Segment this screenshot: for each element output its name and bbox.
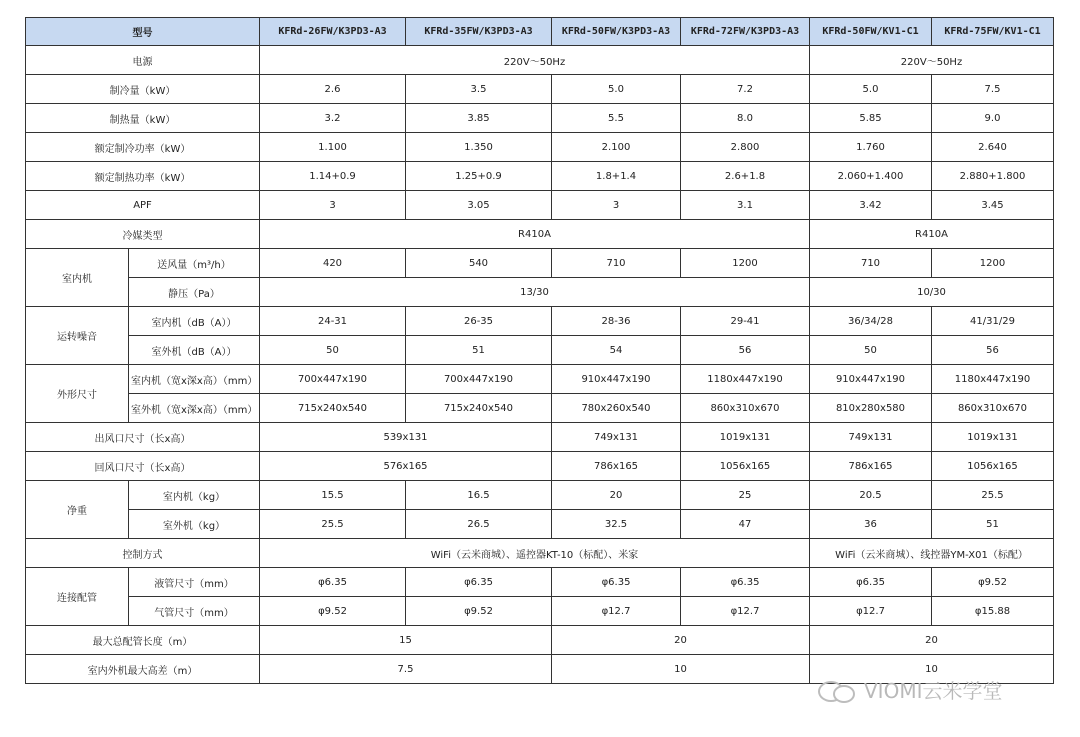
cell: 3 [552,191,681,220]
cell: 540 [406,249,552,278]
cell: 860x310x670 [932,394,1054,423]
cell: 51 [406,336,552,365]
cell: φ12.7 [681,597,810,626]
cell: 1.760 [810,133,932,162]
row-label: 液管尺寸（mm） [129,568,260,597]
cell: 710 [552,249,681,278]
cell: φ6.35 [260,568,406,597]
cell: φ15.88 [932,597,1054,626]
cell: 1.25+0.9 [406,162,552,191]
cool-power-row [26,133,1054,162]
power-value-b: 220V～50Hz [810,46,1054,75]
cell: 1.350 [406,133,552,162]
cell: 860x310x670 [681,394,810,423]
cell: 910x447x190 [552,365,681,394]
cell: 26-35 [406,307,552,336]
row-label: APF [26,191,260,220]
cell: 32.5 [552,510,681,539]
cell: 3.42 [810,191,932,220]
cell: 576x165 [260,452,552,481]
cell: 1200 [932,249,1054,278]
cell: 1180x447x190 [932,365,1054,394]
cell: 710 [810,249,932,278]
spec-table [25,17,1054,684]
dims-outdoor-row [26,394,1054,423]
cell: 15 [260,626,552,655]
row-label: 室外机（dB（A）） [129,336,260,365]
watermark-text: VIOMI云米学堂 [864,679,1003,703]
cell: 715x240x540 [406,394,552,423]
model-name: KFRd-72FW/K3PD3-A3 [681,18,810,46]
row-label: 室内外机最大高差（m） [26,655,260,684]
power-row [26,46,1054,75]
cell: φ12.7 [810,597,932,626]
cell: 51 [932,510,1054,539]
row-label: 静压（Pa） [129,278,260,307]
cell: 3.45 [932,191,1054,220]
cell: φ12.7 [552,597,681,626]
power-value-a: 220V～50Hz [260,46,810,75]
cell: 3.05 [406,191,552,220]
row-label: 制热量（kW） [26,104,260,133]
return-row [26,452,1054,481]
cell: 36/34/28 [810,307,932,336]
model-label: 型号 [26,18,260,46]
cell: 54 [552,336,681,365]
watermark [818,675,1002,704]
cell: 41/31/29 [932,307,1054,336]
row-label: 送风量（m³/h） [129,249,260,278]
cell: 1200 [681,249,810,278]
control-value-b: WiFi（云米商城）、线控器YM-X01（标配） [810,539,1054,568]
weight-outdoor-row [26,510,1054,539]
cell: 1019x131 [932,423,1054,452]
heating-row [26,104,1054,133]
static-value-a: 13/30 [260,278,810,307]
control-value-a: WiFi（云米商城）、遥控器KT-10（标配）、米家 [260,539,810,568]
cell: 1.100 [260,133,406,162]
cell: 24-31 [260,307,406,336]
cell: 56 [681,336,810,365]
cell: φ6.35 [552,568,681,597]
refrigerant-value-b: R410A [810,220,1054,249]
max-pipe-row [26,626,1054,655]
cell: 1180x447x190 [681,365,810,394]
cell: 3.2 [260,104,406,133]
noise-outdoor-row [26,336,1054,365]
group-label: 运转噪音 [26,307,129,365]
cell: 8.0 [681,104,810,133]
row-label: 制冷量（kW） [26,75,260,104]
cooling-row [26,75,1054,104]
cell: 2.6 [260,75,406,104]
row-label: 控制方式 [26,539,260,568]
cell: 50 [810,336,932,365]
cell: 749x131 [810,423,932,452]
cell: 10 [810,655,1054,684]
cell: 47 [681,510,810,539]
group-label: 连接配管 [26,568,129,626]
cell: 50 [260,336,406,365]
cell: 3.1 [681,191,810,220]
row-label: 室外机（kg） [129,510,260,539]
cell: φ6.35 [681,568,810,597]
liquid-pipe-row [26,568,1054,597]
cell: 786x165 [552,452,681,481]
cell: 20 [810,626,1054,655]
control-row [26,539,1054,568]
cell: 7.2 [681,75,810,104]
cell: φ6.35 [810,568,932,597]
cell: 780x260x540 [552,394,681,423]
cell: 2.100 [552,133,681,162]
row-label: 室内机（dB（A）） [129,307,260,336]
cell: 26.5 [406,510,552,539]
cell: 15.5 [260,481,406,510]
cell: 20 [552,481,681,510]
cell: 2.060+1.400 [810,162,932,191]
gas-pipe-row [26,597,1054,626]
static-value-b: 10/30 [810,278,1054,307]
cell: 420 [260,249,406,278]
cell: 715x240x540 [260,394,406,423]
model-name: KFRd-50FW/KV1-C1 [810,18,932,46]
model-name: KFRd-50FW/K3PD3-A3 [552,18,681,46]
header-row [26,18,1054,46]
cell: 2.800 [681,133,810,162]
cell: 20.5 [810,481,932,510]
noise-indoor-row [26,307,1054,336]
model-name: KFRd-26FW/K3PD3-A3 [260,18,406,46]
model-name: KFRd-35FW/K3PD3-A3 [406,18,552,46]
dims-indoor-row [26,365,1054,394]
cell: 749x131 [552,423,681,452]
cell: 5.5 [552,104,681,133]
cell: φ9.52 [406,597,552,626]
row-label: 冷媒类型 [26,220,260,249]
cell: 539x131 [260,423,552,452]
row-label: 最大总配管长度（m） [26,626,260,655]
row-label: 气管尺寸（mm） [129,597,260,626]
cell: 910x447x190 [810,365,932,394]
outlet-row [26,423,1054,452]
row-label: 室内机（宽x深x高）（mm） [129,365,260,394]
cell: 7.5 [260,655,552,684]
static-pressure-row [26,278,1054,307]
wechat-icon [818,679,858,701]
refrigerant-value-a: R410A [260,220,810,249]
cell: 2.640 [932,133,1054,162]
cell: 1.14+0.9 [260,162,406,191]
apf-row [26,191,1054,220]
cell: φ9.52 [260,597,406,626]
cell: 9.0 [932,104,1054,133]
row-label: 出风口尺寸（长x高） [26,423,260,452]
cell: 1019x131 [681,423,810,452]
cell: 700x447x190 [406,365,552,394]
row-label: 室外机（宽x深x高）（mm） [129,394,260,423]
group-label: 净重 [26,481,129,539]
cell: 5.0 [552,75,681,104]
airflow-row [26,249,1054,278]
cell: φ9.52 [932,568,1054,597]
cell: 2.880+1.800 [932,162,1054,191]
group-label: 外形尺寸 [26,365,129,423]
weight-indoor-row [26,481,1054,510]
cell: 20 [552,626,810,655]
cell: 3.85 [406,104,552,133]
cell: 29-41 [681,307,810,336]
cell: 28-36 [552,307,681,336]
cell: 5.85 [810,104,932,133]
cell: 56 [932,336,1054,365]
cell: 810x280x580 [810,394,932,423]
row-label: 电源 [26,46,260,75]
cell: 25 [681,481,810,510]
cell: 5.0 [810,75,932,104]
cell: 16.5 [406,481,552,510]
refrigerant-row [26,220,1054,249]
group-label: 室内机 [26,249,129,307]
cell: 36 [810,510,932,539]
row-label: 室内机（kg） [129,481,260,510]
cell: 10 [552,655,810,684]
model-name: KFRd-75FW/KV1-C1 [932,18,1054,46]
cell: φ6.35 [406,568,552,597]
cell: 3 [260,191,406,220]
cell: 1056x165 [681,452,810,481]
row-label: 额定制热功率（kW） [26,162,260,191]
cell: 1056x165 [932,452,1054,481]
cell: 2.6+1.8 [681,162,810,191]
heat-power-row [26,162,1054,191]
cell: 700x447x190 [260,365,406,394]
row-label: 回风口尺寸（长x高） [26,452,260,481]
cell: 3.5 [406,75,552,104]
cell: 7.5 [932,75,1054,104]
row-label: 额定制冷功率（kW） [26,133,260,162]
cell: 25.5 [932,481,1054,510]
cell: 1.8+1.4 [552,162,681,191]
cell: 25.5 [260,510,406,539]
cell: 786x165 [810,452,932,481]
